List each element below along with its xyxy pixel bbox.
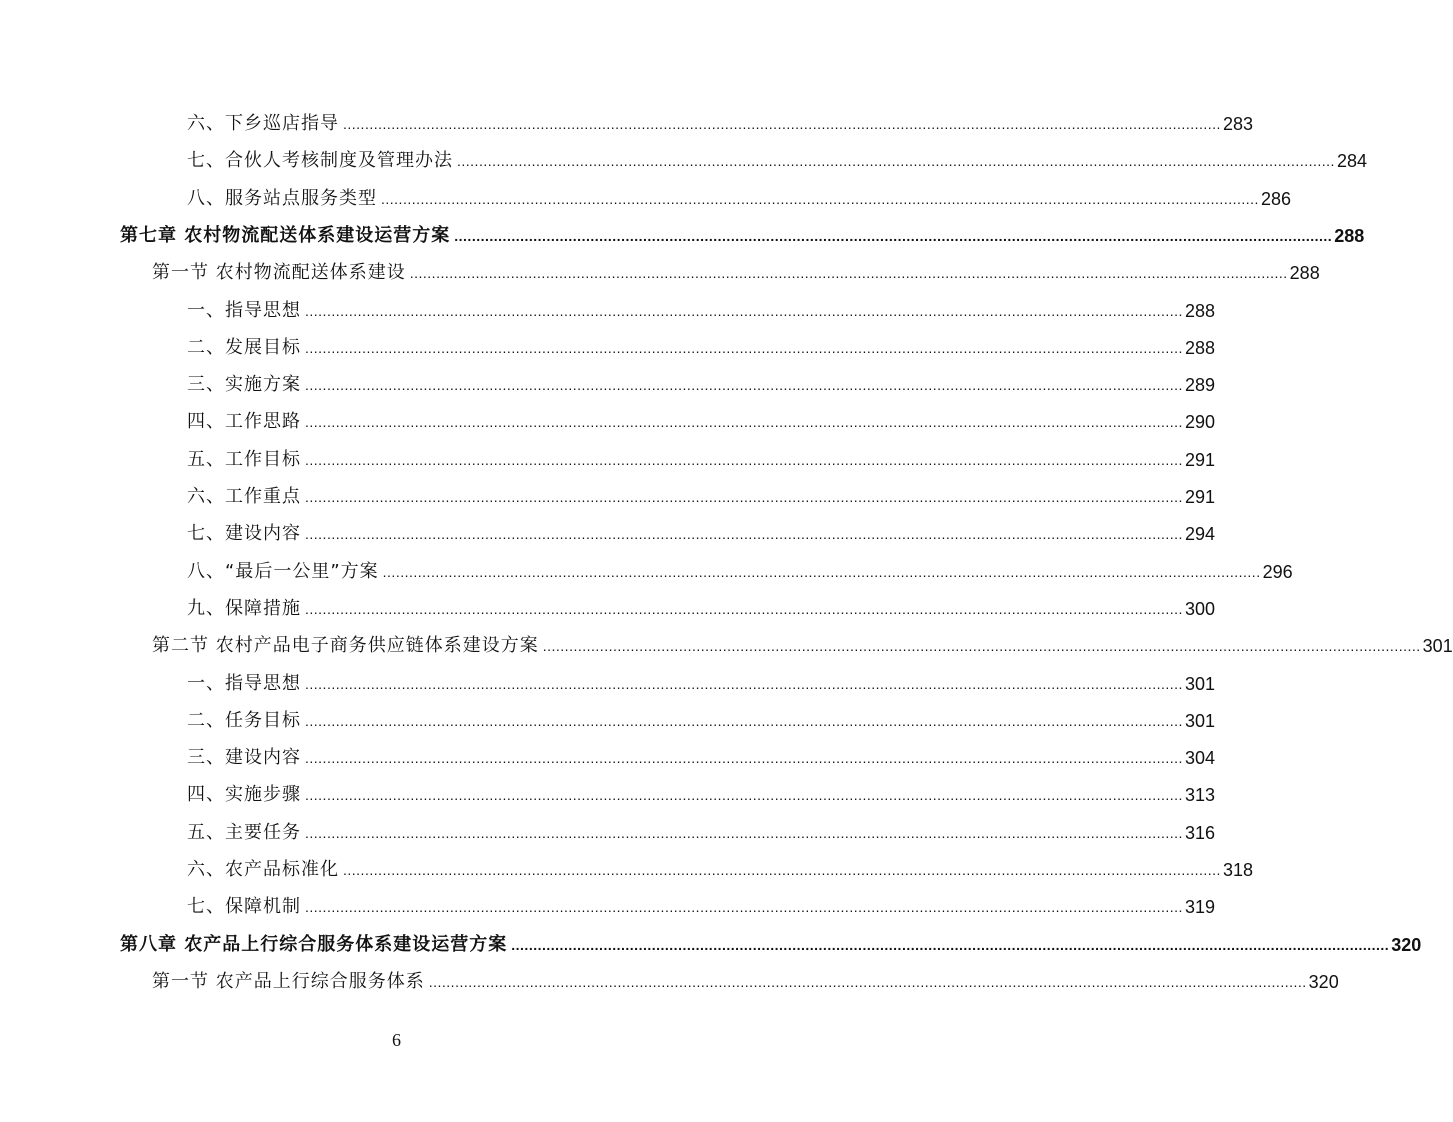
toc-entry-title: 第一节 农村物流配送体系建设 [152, 262, 406, 284]
dot-leader: ........................................................................................................................................................................................................ [305, 712, 1183, 729]
toc-entry-title: 八、服务站点服务类型 [187, 187, 377, 209]
toc-entry-title: 九、保障措施 [187, 597, 301, 619]
dot-leader: ........................................................................................................................................................................................................ [511, 936, 1390, 953]
dot-leader: ........................................................................................................................................................................................................ [305, 824, 1183, 841]
toc-entry-page-number: 301 [1184, 673, 1215, 694]
toc-entry-page-number: 288 [1184, 337, 1215, 358]
dot-leader: ........................................................................................................................................................................................................ [305, 489, 1183, 505]
toc-entry-title: 七、建设内容 [187, 523, 301, 545]
dot-leader: ........................................................................................................................................................................................................ [305, 675, 1183, 692]
toc-entry-page-number: 294 [1184, 524, 1215, 545]
toc-entry-page-number: 301 [1422, 636, 1453, 657]
toc-entry-title: 六、下乡巡店指导 [187, 113, 339, 134]
toc-entry-title: 第一节 农产品上行综合服务体系 [152, 970, 425, 992]
toc-entry-item[interactable] [0, 361, 1215, 398]
toc-entry-title: 三、建设内容 [187, 747, 301, 769]
toc-entry-title: 第八章 农产品上行综合服务体系建设运营方案 [120, 933, 508, 955]
toc-entry-title: 七、合伙人考核制度及管理办法 [187, 150, 453, 172]
dot-leader: ........................................................................................................................................................................................................ [305, 899, 1183, 916]
toc-entry-title: 七、保障机制 [187, 896, 301, 918]
toc-entry-page-number: 304 [1184, 748, 1215, 769]
dot-leader: ........................................................................................................................................................................................................ [305, 302, 1183, 319]
toc-entry-item[interactable] [0, 287, 1215, 324]
toc-entry-item[interactable] [0, 734, 1215, 771]
toc-entry-page-number: 291 [1184, 449, 1215, 470]
toc-entry-chapter[interactable] [0, 921, 1422, 958]
toc-entry-title: 一、指导思想 [187, 299, 301, 321]
toc-entry-section[interactable] [0, 249, 1320, 286]
dot-leader: ........................................................................................................................................................................................................ [305, 451, 1183, 468]
dot-leader: ........................................................................................................................................................................................................ [305, 750, 1183, 767]
dot-leader: ........................................................................................................................................................................................................ [305, 339, 1183, 356]
dot-leader: ........................................................................................................................................................................................................ [409, 265, 1288, 282]
toc-entry-title: 四、实施步骤 [187, 784, 301, 806]
toc-entry-page-number: 291 [1184, 487, 1215, 507]
toc-entry-item[interactable] [0, 100, 1253, 137]
dot-leader: ........................................................................................................................................................................................................ [381, 190, 1259, 207]
toc-entry-title: 六、工作重点 [187, 486, 301, 507]
dot-leader: ........................................................................................................................................................................................................ [343, 862, 1221, 878]
toc-entry-page-number: 300 [1184, 598, 1215, 619]
dot-leader: ........................................................................................................................................................................................................ [305, 600, 1183, 617]
toc-entry-title: 第二节 农村产品电子商务供应链体系建设方案 [152, 635, 539, 657]
toc-entry-title: 五、主要任务 [187, 821, 301, 843]
toc-entry-title: 五、工作目标 [187, 448, 301, 470]
toc-entry-title: 三、实施方案 [187, 374, 301, 396]
toc-entry-page-number: 284 [1336, 151, 1367, 172]
toc-entry-page-number: 283 [1222, 114, 1253, 134]
dot-leader: ........................................................................................................................................................................................................ [428, 973, 1307, 990]
toc-entry-chapter[interactable] [0, 212, 1365, 249]
toc-entry-title: 第七章 农村物流配送体系建设运营方案 [120, 224, 451, 246]
toc-entry-item[interactable] [0, 324, 1215, 361]
dot-leader: ........................................................................................................................................................................................................ [454, 227, 1333, 244]
toc-entry-item[interactable] [0, 548, 1293, 585]
toc-entry-page-number: 288 [1334, 225, 1365, 246]
dot-leader: ........................................................................................................................................................................................................ [542, 638, 1421, 655]
toc-entry-section[interactable] [0, 958, 1339, 995]
toc-entry-item[interactable] [0, 137, 1367, 174]
toc-entry-page-number: 288 [1184, 300, 1215, 321]
toc-entry-page-number: 290 [1184, 412, 1215, 433]
toc-entry-title: 六、农产品标准化 [187, 859, 339, 880]
toc-entry-item[interactable] [0, 510, 1215, 547]
toc-entry-page-number: 318 [1222, 860, 1253, 880]
toc-entry-title: 四、工作思路 [187, 411, 301, 433]
toc-entry-title: 八、“最后一公里”方案 [187, 560, 379, 582]
toc-entry-page-number: 320 [1391, 934, 1422, 955]
page-number: 6 [392, 1030, 401, 1050]
toc-entry-page-number: 296 [1262, 561, 1293, 582]
toc-entry-title: 二、任务目标 [187, 709, 301, 731]
toc-entry-item[interactable] [0, 585, 1215, 622]
toc-entry-page-number: 319 [1184, 897, 1215, 918]
toc-entry-item[interactable] [0, 436, 1215, 473]
toc-entry-item[interactable] [0, 809, 1215, 846]
toc-entry-item[interactable] [0, 660, 1215, 697]
dot-leader: ........................................................................................................................................................................................................ [457, 153, 1335, 170]
toc-entry-item[interactable] [0, 883, 1215, 920]
dot-leader: ........................................................................................................................................................................................................ [382, 563, 1261, 580]
toc-entry-item[interactable] [0, 473, 1215, 510]
toc-entry-page-number: 301 [1184, 710, 1215, 731]
toc-entry-title: 二、发展目标 [187, 336, 301, 358]
toc-entry-page-number: 289 [1184, 375, 1215, 396]
dot-leader: ........................................................................................................................................................................................................ [305, 787, 1183, 804]
toc-entry-page-number: 320 [1308, 971, 1339, 992]
toc-entry-section[interactable] [0, 622, 1453, 659]
toc-entry-page-number: 316 [1184, 822, 1215, 843]
toc-entry-item[interactable] [0, 697, 1215, 734]
toc-entry-title: 一、指导思想 [187, 672, 301, 694]
toc-entry-page-number: 313 [1184, 785, 1215, 806]
toc-entry-page-number: 288 [1289, 263, 1320, 284]
dot-leader: ........................................................................................................................................................................................................ [305, 526, 1183, 543]
toc-entry-page-number: 286 [1260, 188, 1291, 209]
toc-entry-item[interactable] [0, 846, 1253, 883]
dot-leader: ........................................................................................................................................................................................................ [305, 414, 1183, 431]
toc-entry-item[interactable] [0, 175, 1291, 212]
toc-entry-item[interactable] [0, 771, 1215, 808]
dot-leader: ........................................................................................................................................................................................................ [305, 377, 1183, 394]
toc-entry-item[interactable] [0, 398, 1215, 435]
dot-leader: ........................................................................................................................................................................................................ [343, 116, 1221, 132]
